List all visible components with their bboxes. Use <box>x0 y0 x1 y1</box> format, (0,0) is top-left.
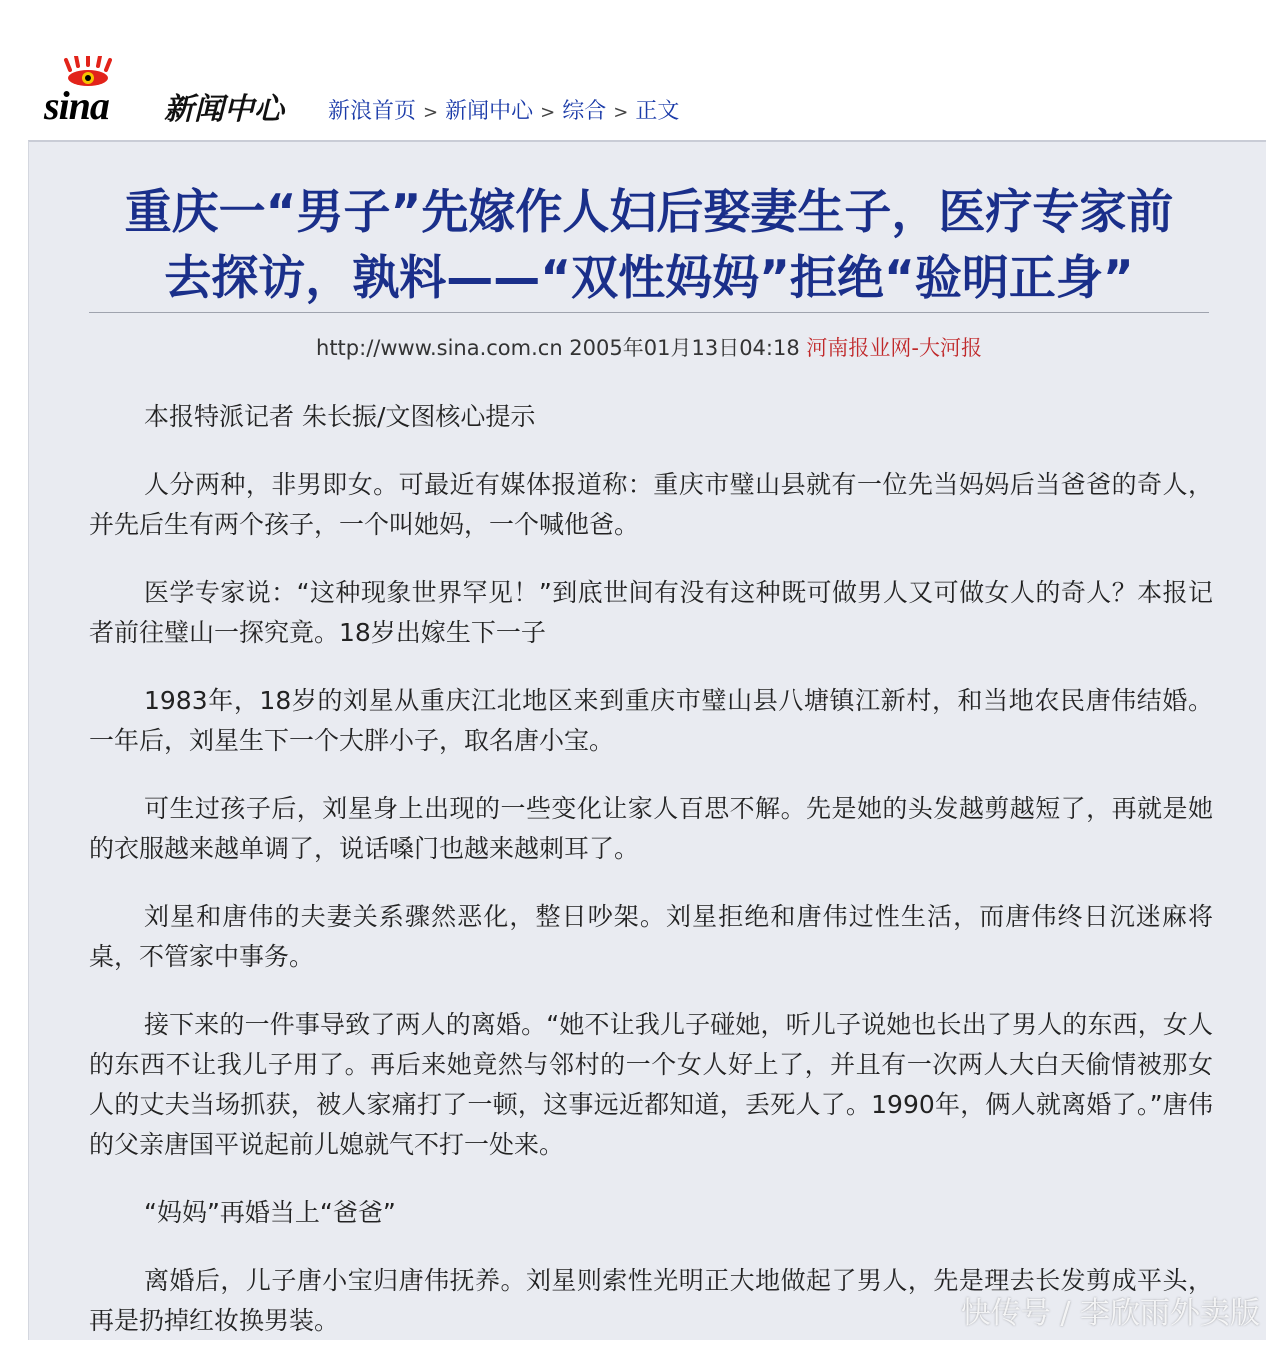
breadcrumb-separator: > <box>423 102 439 123</box>
breadcrumb-current-link[interactable]: 正文 <box>635 99 680 124</box>
article-paragraph: 本报特派记者 朱长振/文图核心提示 <box>144 402 536 431</box>
breadcrumb-separator: > <box>613 102 629 123</box>
article-paragraph: 接下来的一件事导致了两人的离婚。“她不让我儿子碰她，听儿子说她也长出了男人的东西，女人的东西不让我儿子用了。再后来她竟然与邻村的一个女人好上了，并且有一次两人大白天偷情被那女人的丈夫当场抓获，被人家痛打了一顿，这事远近都知道，丢死人了。1990年，俩人就离婚了。”唐伟的父亲唐国平说起前儿媳就气不打一处来。 <box>89 1010 1213 1159</box>
article-paragraph: 可生过孩子后，刘星身上出现的一些变化让家人百思不解。先是她的头发越剪越短了，再就是她的衣服越来越单调了，说话嗓门也越来越刺耳了。 <box>89 794 1213 863</box>
breadcrumb <box>328 94 679 125</box>
article-paragraph: 1983年，18岁的刘星从重庆江北地区来到重庆市璧山县八塘镇江新村，和当地农民唐伟结婚。一年后，刘星生下一个大胖小子，取名唐小宝。 <box>89 686 1213 755</box>
site-header <box>0 0 1266 140</box>
article-title-line2: 去探访，孰料——“双性妈妈”拒绝“验明正身” <box>164 251 1134 306</box>
article-meta-url-date: http://www.sina.com.cn 2005年01月13日04:18 <box>316 336 800 360</box>
article-source-link[interactable]: 河南报业网-大河报 <box>806 336 982 360</box>
title-divider <box>89 312 1209 313</box>
article-body <box>89 397 1213 1369</box>
breadcrumb-news-link[interactable]: 新闻中心 <box>445 99 534 124</box>
article-subheading: “妈妈”再婚当上“爸爸” <box>144 1198 396 1227</box>
article-panel <box>28 140 1266 1340</box>
breadcrumb-separator: > <box>540 102 556 123</box>
article-meta <box>89 332 1209 362</box>
breadcrumb-home-link[interactable]: 新浪首页 <box>328 99 417 124</box>
watermark-text: 快传号 / 李欣雨外卖版 <box>960 1296 1260 1331</box>
section-title[interactable]: 新闻中心 <box>164 92 284 127</box>
article-title <box>89 180 1209 312</box>
sina-logo-text: sina <box>44 83 109 128</box>
article-title-line1: 重庆一“男子”先嫁作人妇后娶妻生子，医疗专家前 <box>124 185 1174 240</box>
article-paragraph: 人分两种，非男即女。可最近有媒体报道称：重庆市璧山县就有一位先当妈妈后当爸爸的奇人，并先后生有两个孩子，一个叫她妈，一个喊他爸。 <box>89 470 1213 539</box>
sina-logo[interactable] <box>44 62 144 128</box>
article-paragraph: 医学专家说：“这种现象世界罕见！”到底世间有没有这种既可做男人又可做女人的奇人？本报记者前往璧山一探究竟。18岁出嫁生下一子 <box>89 578 1213 647</box>
article-paragraph: 刘星和唐伟的夫妻关系骤然恶化，整日吵架。刘星拒绝和唐伟过性生活，而唐伟终日沉迷麻将桌，不管家中事务。 <box>89 902 1213 971</box>
breadcrumb-general-link[interactable]: 综合 <box>562 99 607 124</box>
article-paragraph: 离婚后，儿子唐小宝归唐伟抚养。刘星则索性光明正大地做起了男人，先是理去长发剪成平头，再是扔掉红妆换男装。 <box>89 1266 1213 1335</box>
